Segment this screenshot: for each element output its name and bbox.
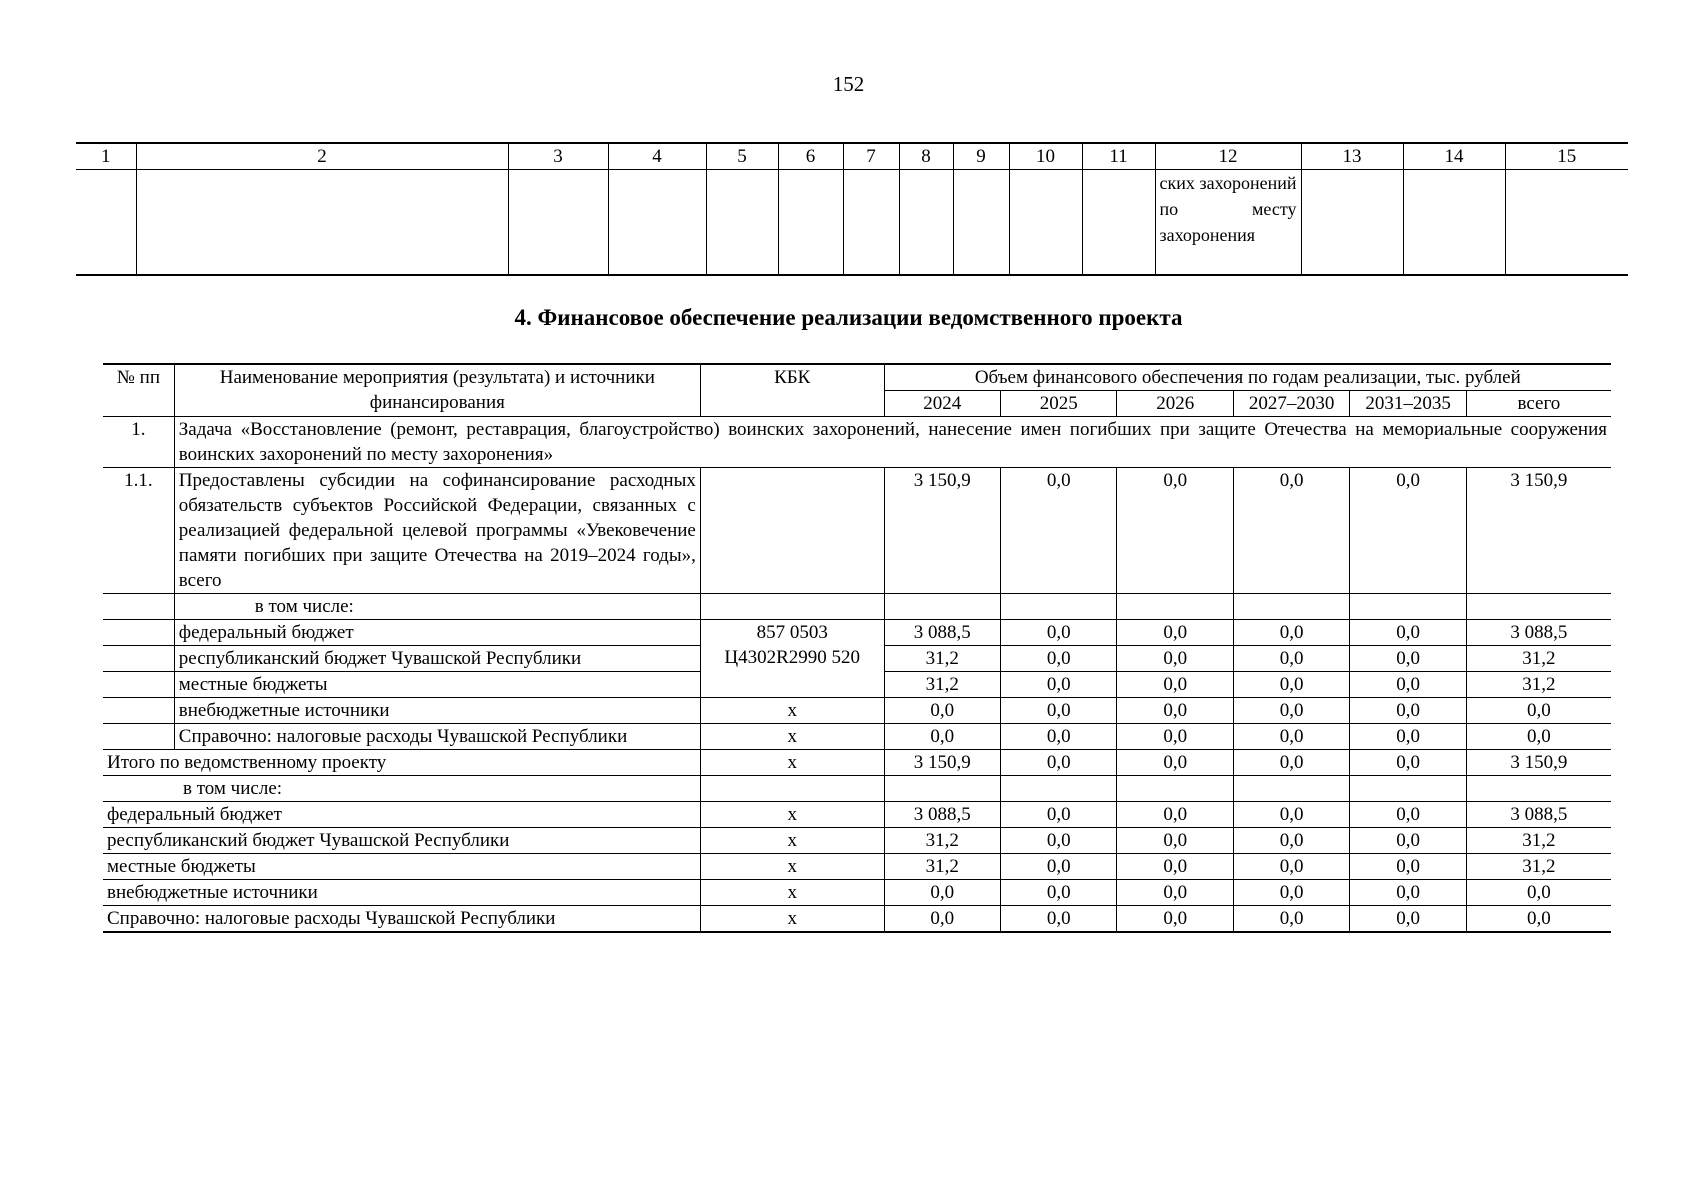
value-cell: 0,0 (884, 906, 1000, 933)
table-cell (1082, 170, 1155, 276)
value-cell: 0,0 (1001, 646, 1117, 672)
table-row (103, 698, 1611, 724)
value-cell: 3 088,5 (1466, 620, 1611, 646)
row-name: федеральный бюджет (103, 802, 700, 828)
including-row (103, 776, 1611, 802)
value-cell: 0,0 (1001, 802, 1117, 828)
value-cell: 31,2 (1466, 854, 1611, 880)
table-cell (953, 170, 1009, 276)
task-num: 1. (103, 417, 174, 468)
value-cell: 0,0 (1117, 854, 1233, 880)
value-cell: 0,0 (884, 698, 1000, 724)
table-row (103, 906, 1611, 933)
table-cell (508, 170, 608, 276)
col12-text: ских захоронений по месту захоронения (1155, 170, 1301, 276)
table-cell (103, 594, 174, 620)
including-label: в том числе: (103, 776, 700, 802)
section-title: 4. Финансовое обеспечение реализации ведомственного проекта (514, 305, 1183, 330)
value-cell: 0,0 (1117, 698, 1233, 724)
col-header: 1 (76, 143, 136, 170)
year-header: 2031–2035 (1350, 391, 1466, 417)
value-cell: 3 150,9 (884, 750, 1000, 776)
total-row (103, 750, 1611, 776)
value-cell: 0,0 (1001, 906, 1117, 933)
value-cell: 0,0 (1233, 698, 1349, 724)
row-name: внебюджетные источники (174, 698, 700, 724)
table-cell (103, 646, 174, 672)
table-cell (103, 672, 174, 698)
value-cell: 0,0 (1001, 750, 1117, 776)
value-cell: 0,0 (1001, 672, 1117, 698)
header-num: № пп (103, 364, 174, 417)
table-cell (1117, 776, 1233, 802)
value-cell: 0,0 (1117, 906, 1233, 933)
table-row (103, 854, 1611, 880)
value-cell: 31,2 (884, 854, 1000, 880)
value-cell: 0,0 (1350, 750, 1466, 776)
value-cell: 0,0 (1001, 698, 1117, 724)
value-cell: 31,2 (1466, 672, 1611, 698)
value-cell: 0,0 (1117, 620, 1233, 646)
table-cell (1466, 594, 1611, 620)
col-header: 2 (136, 143, 508, 170)
value-cell: 3 088,5 (1466, 802, 1611, 828)
col-header: 9 (953, 143, 1009, 170)
value-cell: 3 088,5 (884, 620, 1000, 646)
kbk-cell: х (700, 750, 884, 776)
value-cell: 0,0 (1350, 724, 1466, 750)
value-cell: 0,0 (1350, 620, 1466, 646)
value-cell: 0,0 (1233, 854, 1349, 880)
col-header: 14 (1403, 143, 1505, 170)
value-cell: 0,0 (1001, 724, 1117, 750)
table-row (103, 802, 1611, 828)
value-cell: 0,0 (1001, 828, 1117, 854)
page-number: 152 (832, 72, 865, 96)
continuation-table (76, 142, 1628, 276)
year-header: 2025 (1001, 391, 1117, 417)
value-cell: 0,0 (1350, 802, 1466, 828)
table-cell (103, 620, 174, 646)
table-cell (1233, 776, 1349, 802)
including-row (103, 594, 1611, 620)
value-cell: 0,0 (1117, 750, 1233, 776)
table-cell (1009, 170, 1082, 276)
value-cell: 0,0 (1001, 880, 1117, 906)
value-cell: 31,2 (1466, 828, 1611, 854)
kbk-cell: х (700, 802, 884, 828)
table-cell (899, 170, 953, 276)
col-header: 10 (1009, 143, 1082, 170)
value-cell: 0,0 (1233, 906, 1349, 933)
value-cell: 0,0 (1350, 468, 1466, 594)
measure-row (103, 468, 1611, 594)
value-cell: 0,0 (1350, 646, 1466, 672)
continuation-body-row (76, 170, 1628, 276)
value-cell: 0,0 (1233, 802, 1349, 828)
row-name: местные бюджеты (103, 854, 700, 880)
year-header: 2024 (884, 391, 1000, 417)
col-header: 4 (608, 143, 706, 170)
value-cell: 0,0 (1466, 698, 1611, 724)
value-cell: 0,0 (1233, 750, 1349, 776)
table-cell (706, 170, 778, 276)
task-text: Задача «Восстановление (ремонт, реставрация, благоустройство) воинских захоронений, нанесение имен погибших при защите Отечества на мемориальные сооружения воинских захоронений по месту захоронения» (174, 417, 1611, 468)
value-cell: 0,0 (1001, 468, 1117, 594)
value-cell: 0,0 (1117, 672, 1233, 698)
header-name: Наименование мероприятия (результата) и источники финансирования (174, 364, 700, 417)
kbk-cell: х (700, 906, 884, 933)
table-cell (608, 170, 706, 276)
col-header: 15 (1505, 143, 1628, 170)
value-cell: 3 150,9 (884, 468, 1000, 594)
table-cell (884, 776, 1000, 802)
row-name: Справочно: налоговые расходы Чувашской Республики (103, 906, 700, 933)
kbk-cell: х (700, 724, 884, 750)
col-header: 3 (508, 143, 608, 170)
year-header: 2027–2030 (1233, 391, 1349, 417)
value-cell: 0,0 (1001, 620, 1117, 646)
value-cell: 0,0 (1466, 724, 1611, 750)
value-cell: 0,0 (1117, 724, 1233, 750)
value-cell: 0,0 (1233, 672, 1349, 698)
col-header: 5 (706, 143, 778, 170)
col-header: 6 (778, 143, 843, 170)
including-label: в том числе: (174, 594, 700, 620)
year-header: 2026 (1117, 391, 1233, 417)
table-cell (700, 468, 884, 594)
year-header: всего (1466, 391, 1611, 417)
table-cell (778, 170, 843, 276)
col-header: 7 (843, 143, 899, 170)
value-cell: 31,2 (1466, 646, 1611, 672)
row-name: внебюджетные источники (103, 880, 700, 906)
col-header: 8 (899, 143, 953, 170)
table-cell (1233, 594, 1349, 620)
table-cell (1117, 594, 1233, 620)
measure-text: Предоставлены субсидии на софинансирование расходных обязательств субъектов Российской Федерации, связанных с реализацией федеральной целевой программы «Увековечение памяти погибших при защите Отечества на 2019–2024 годы», всего (174, 468, 700, 594)
value-cell: 0,0 (1350, 672, 1466, 698)
value-cell: 31,2 (884, 672, 1000, 698)
value-cell: 0,0 (1350, 906, 1466, 933)
value-cell: 0,0 (884, 724, 1000, 750)
kbk-cell: х (700, 828, 884, 854)
kbk-value: 857 0503 Ц4302R2990 520 (700, 620, 884, 698)
col-header: 11 (1082, 143, 1155, 170)
continuation-header-row (76, 143, 1628, 170)
value-cell: 31,2 (884, 646, 1000, 672)
value-cell: 0,0 (1117, 468, 1233, 594)
row-name: республиканский бюджет Чувашской Республики (103, 828, 700, 854)
table-cell (1466, 776, 1611, 802)
header-volume: Объем финансового обеспечения по годам реализации, тыс. рублей (884, 364, 1611, 391)
value-cell: 0,0 (1350, 698, 1466, 724)
table-cell (1301, 170, 1403, 276)
value-cell: 0,0 (1350, 828, 1466, 854)
value-cell: 0,0 (1233, 468, 1349, 594)
table-cell (1350, 594, 1466, 620)
value-cell: 0,0 (1233, 646, 1349, 672)
table-row (103, 828, 1611, 854)
table-row (103, 724, 1611, 750)
table-row (103, 620, 1611, 646)
measure-num: 1.1. (103, 468, 174, 594)
row-name: местные бюджеты (174, 672, 700, 698)
value-cell: 0,0 (1117, 828, 1233, 854)
value-cell: 0,0 (1466, 880, 1611, 906)
value-cell: 0,0 (1117, 802, 1233, 828)
table-cell (1350, 776, 1466, 802)
value-cell: 0,0 (1233, 724, 1349, 750)
table-cell (103, 724, 174, 750)
table-row (103, 880, 1611, 906)
value-cell: 0,0 (1233, 828, 1349, 854)
header-kbk: КБК (700, 364, 884, 417)
table-cell (103, 698, 174, 724)
value-cell: 0,0 (1466, 906, 1611, 933)
table-cell (1403, 170, 1505, 276)
value-cell: 0,0 (1233, 620, 1349, 646)
value-cell: 0,0 (1117, 880, 1233, 906)
col-header: 12 (1155, 143, 1301, 170)
value-cell: 0,0 (884, 880, 1000, 906)
value-cell: 3 150,9 (1466, 468, 1611, 594)
value-cell: 0,0 (1350, 880, 1466, 906)
table-cell (136, 170, 508, 276)
task-row (103, 417, 1611, 468)
table-cell (1001, 776, 1117, 802)
row-name: Справочно: налоговые расходы Чувашской Республики (174, 724, 700, 750)
table-cell (700, 776, 884, 802)
table-cell (1505, 170, 1628, 276)
row-name: федеральный бюджет (174, 620, 700, 646)
value-cell: 31,2 (884, 828, 1000, 854)
value-cell: 3 150,9 (1466, 750, 1611, 776)
kbk-cell: х (700, 854, 884, 880)
kbk-cell: х (700, 880, 884, 906)
value-cell: 3 088,5 (884, 802, 1000, 828)
value-cell: 0,0 (1117, 646, 1233, 672)
table-cell (76, 170, 136, 276)
table-cell (700, 594, 884, 620)
value-cell: 0,0 (1233, 880, 1349, 906)
col-header: 13 (1301, 143, 1403, 170)
table-cell (884, 594, 1000, 620)
total-name: Итого по ведомственному проекту (103, 750, 700, 776)
table-cell (1001, 594, 1117, 620)
kbk-cell: х (700, 698, 884, 724)
row-name: республиканский бюджет Чувашской Республики (174, 646, 700, 672)
value-cell: 0,0 (1350, 854, 1466, 880)
value-cell: 0,0 (1001, 854, 1117, 880)
finance-table (103, 363, 1611, 933)
table-cell (843, 170, 899, 276)
header-row (103, 364, 1611, 391)
